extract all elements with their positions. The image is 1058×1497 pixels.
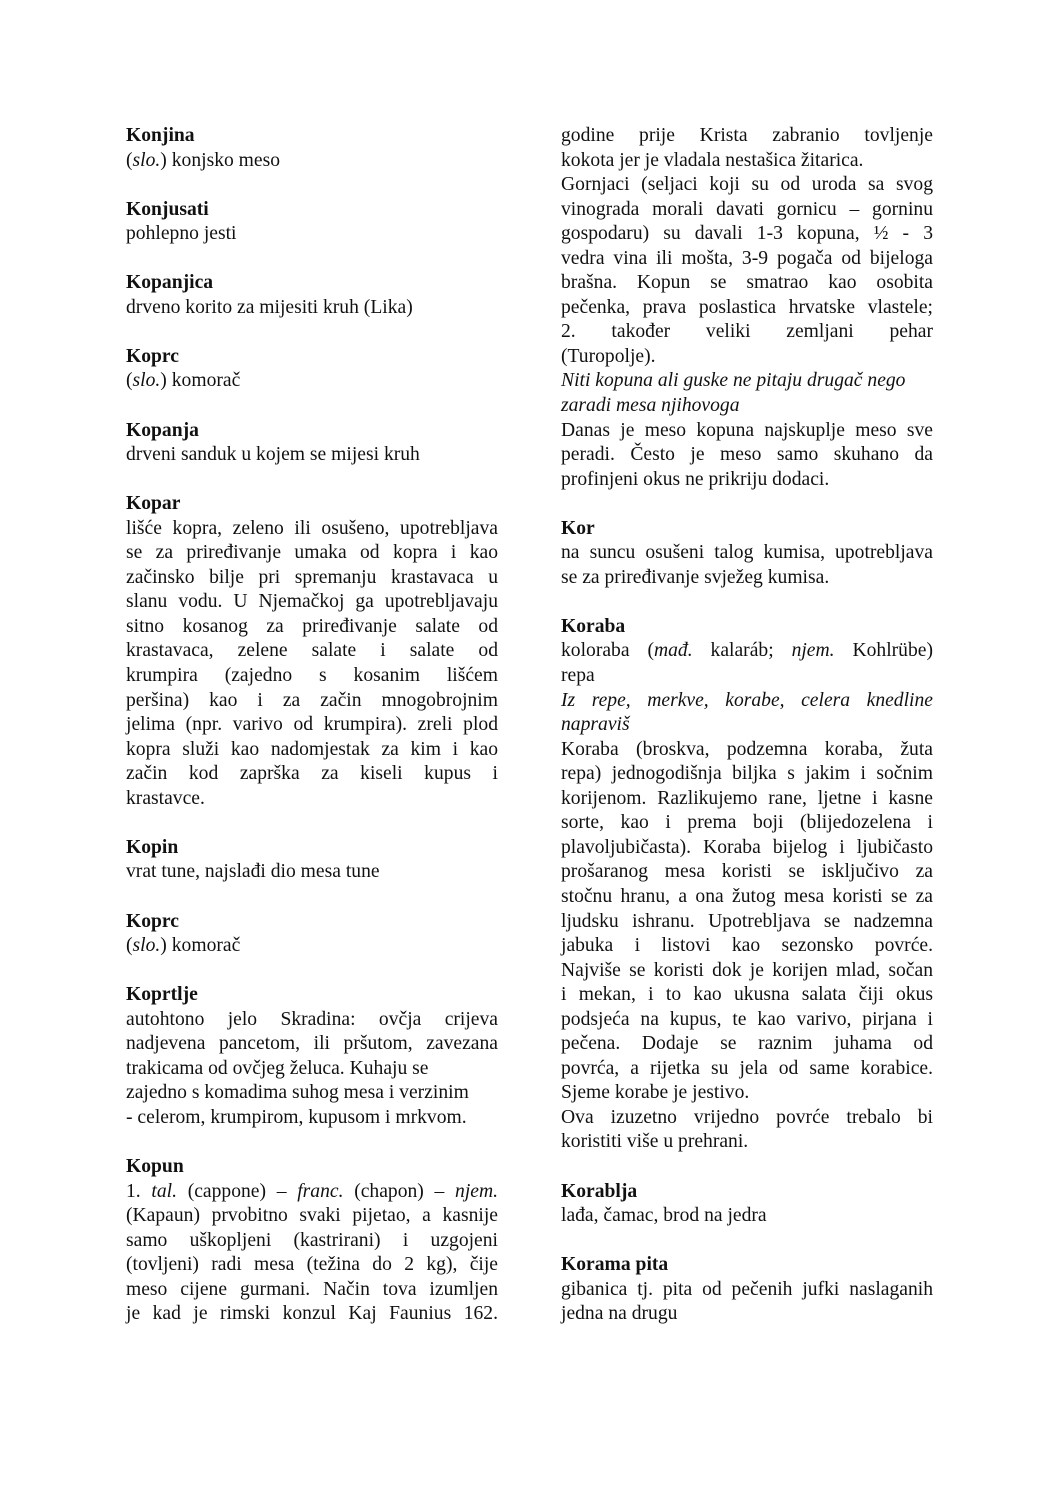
entry-konjusati (126, 198, 498, 247)
definition-line: i mekan, i to kao ukusna salata čiji okus (561, 984, 933, 1006)
entry-kor (561, 517, 933, 591)
definition-line: vedra vina ili mošta, 3-9 pogača od bijeloga (561, 247, 933, 269)
language-label: tal. (151, 1180, 177, 1202)
definition-line: se za priređivanje svježeg kumisa. (561, 566, 830, 588)
entry-kopin (126, 836, 498, 885)
definition-line: zajedno s komadima suhog mesa i verzinim (126, 1082, 469, 1104)
definition: (slo.) komorač (126, 935, 241, 957)
definition-line: jelima (npr. varivo od krumpira). zreli plod (126, 714, 498, 736)
headword: Korama pita (561, 1254, 669, 1276)
definition-line: Ova izuzetno vrijedno povrće trebalo bi (561, 1106, 933, 1128)
entry-kopun-continued (561, 124, 933, 492)
definition-line: repa) jednogodišnja biljka s jakim i sočnim (561, 763, 933, 785)
definition-line: koristiti više u prehrani. (561, 1131, 749, 1153)
language-label: slo. (132, 935, 161, 957)
definition-line: krastavaca, zelene salate i salate od (126, 640, 498, 662)
definition: drveni sanduk u kojem se mijesi kruh (126, 444, 420, 466)
definition-line: gibanica tj. pita od pečenih jufki naslaganih (561, 1278, 933, 1300)
definition-line: vinograda morali davati gornicu – gorninu (561, 198, 933, 220)
entry-korama-pita (561, 1253, 933, 1327)
headword: Kopanja (126, 419, 199, 441)
entry-kopun (126, 1155, 498, 1327)
definition-line: Najviše se koristi dok je korijen mlad, sočan (561, 959, 933, 981)
quote-line: Niti kopuna ali guske ne pitaju drugač nego (561, 370, 906, 392)
headword: Kopanjica (126, 272, 214, 294)
entry-konjina (126, 124, 498, 173)
definition-line: nadjevena pancetom, ili pršutom, zavezana (126, 1033, 498, 1055)
definition-line: krumpira (zajedno s kosanim lišćem (126, 665, 498, 687)
entry-koprc (126, 345, 498, 394)
entry-koraba (561, 615, 933, 1155)
definition-line: se za priređivanje umaka od kopra i kao (126, 542, 498, 564)
entry-koprc-2 (126, 910, 498, 959)
definition-line: sitno kosanog za priređivanje salate od (126, 615, 498, 637)
definition-line: autohtono jelo Skradina: ovčja crijeva (126, 1008, 498, 1030)
language-label: njem. (455, 1180, 499, 1202)
definition-line: plavoljubičasta). Koraba bijelog i ljubičasto (561, 836, 933, 858)
definition-line: lišće kopra, zeleno ili osušeno, upotrebljava (126, 517, 498, 539)
definition: pohlepno jesti (126, 223, 237, 245)
definition-line: podsjeća na kupus, te kao varivo, pirjana i (561, 1008, 933, 1030)
language-label: slo. (132, 370, 161, 392)
headword: Korablja (561, 1180, 638, 1202)
entry-kopar (126, 492, 498, 811)
headword: Kor (561, 517, 595, 539)
entry-kopanja (126, 419, 498, 468)
definition: (slo.) komorač (126, 370, 241, 392)
quote-line: zaradi mesa njihovoga (561, 395, 740, 417)
definition-line: 1. tal. (cappone) – franc. (chapon) – njem. (126, 1180, 499, 1202)
definition-line: samo uškopljeni (kastrirani) i uzgojeni (126, 1229, 498, 1251)
definition-line: Gornjaci (seljaci koji su od uroda sa svog (561, 174, 933, 196)
definition-line: slanu vodu. U Njemačkoj ga upotrebljavaju (126, 591, 498, 613)
definition: vrat tune, najslađi dio mesa tune (126, 861, 380, 883)
definition-line: trakicama od ovčjeg želuca. Kuhaju se (126, 1057, 429, 1079)
definition-line: (Kapaun) prvobitno svaki pijetao, a kasnije (126, 1205, 498, 1227)
definition-line: stočnu hranu, a ona žutog mesa koristi se za (561, 885, 933, 907)
definition-line: krastavce. (126, 787, 205, 809)
definition-line: korijenom. Razlikujemo rane, ljetne i kasne (561, 787, 933, 809)
definition-line: Sjeme korabe je jestivo. (561, 1082, 750, 1104)
definition-line: Danas je meso kopuna najskuplje meso sve (561, 419, 933, 441)
definition-line: kokota jer je vladala nestašica žitarica. (561, 149, 864, 171)
definition-line: začinsko bilje pri spremanju krastavaca u (126, 566, 498, 588)
left-column (126, 124, 498, 1351)
right-column (561, 124, 933, 1351)
language-label: franc. (297, 1180, 344, 1202)
definition-line: (Turopolje). (561, 345, 656, 367)
headword: Kopin (126, 836, 179, 858)
headword: Kopun (126, 1155, 184, 1177)
definition-line: jabuka i listovi kao sezonsko povrće. (561, 935, 933, 957)
definition-line: ljudsku ishranu. Upotrebljava se nadzemna (561, 910, 933, 932)
definition-line: - celerom, krumpirom, kupusom i mrkvom. (126, 1106, 467, 1128)
definition-line: pečena. Dodaje se raznim juhama od (561, 1033, 933, 1055)
definition-line: povrća, a rijetka su jela od same korabice. (561, 1057, 933, 1079)
headword: Koprc (126, 345, 179, 367)
definition-line: koloraba (mađ. kalaráb; njem. Kohlrübe) (561, 640, 933, 662)
definition: lađa, čamac, brod na jedra (561, 1205, 767, 1227)
language-label: mađ. (653, 640, 693, 662)
definition-line: Koraba (broskva, podzemna koraba, žuta (561, 738, 933, 760)
definition-line: kopra služi kao nadomjestak za kim i kao (126, 738, 498, 760)
headword: Koprc (126, 910, 179, 932)
definition-line: pečenka, prava poslastica hrvatske vlastele; (561, 296, 933, 318)
definition-line: gospodaru) su davali 1-3 kopuna, ½ - 3 (561, 223, 933, 245)
quote-line: Iz repe, merkve, korabe, celera knedline (561, 689, 933, 711)
headword: Konjina (126, 125, 195, 146)
definition-line: peradi. Često je meso samo skuhano da (561, 444, 933, 466)
definition-line: jedna na drugu (561, 1303, 678, 1325)
definition-line: brašna. Kopun se smatrao kao osobita (561, 272, 933, 294)
language-label: njem. (791, 640, 835, 662)
entry-kopanjica (126, 271, 498, 320)
definition: drveno korito za mijesiti kruh (Lika) (126, 296, 413, 318)
headword: Koprtlje (126, 984, 198, 1006)
entry-korablja (561, 1180, 933, 1229)
definition: (slo.) konjsko meso (126, 149, 281, 171)
definition-line: peršina) kao i za začin mnogobrojnim (126, 689, 498, 711)
entry-koprtlje (126, 983, 498, 1130)
quote-line: napraviš (561, 714, 630, 736)
definition-line: (tovljeni) radi mesa (težina do 2 kg), čije (126, 1254, 498, 1276)
definition-line: je kad je rimski konzul Kaj Faunius 162. (126, 1303, 498, 1325)
headword: Koraba (561, 615, 626, 637)
language-label: slo. (132, 149, 161, 171)
definition-line: godine prije Krista zabranio tovljenje (561, 125, 933, 146)
definition-line: začin kod zaprška za kiseli kupus i (126, 763, 498, 785)
definition-line: profinjeni okus ne prikriju dodaci. (561, 468, 830, 490)
headword: Kopar (126, 493, 181, 515)
definition-line: sorte, kao i prema boji (blijedozelena i (561, 812, 933, 834)
definition-line: prošaranog mesa koristi se isključivo za (561, 861, 933, 883)
definition-line: na suncu osušeni talog kumisa, upotrebljava (561, 542, 933, 564)
definition-line: 2. također veliki zemljani pehar (561, 321, 933, 343)
headword: Konjusati (126, 198, 209, 220)
definition-line: meso cijene gurmani. Način tova izumljen (126, 1278, 498, 1300)
definition-line: repa (561, 665, 595, 687)
